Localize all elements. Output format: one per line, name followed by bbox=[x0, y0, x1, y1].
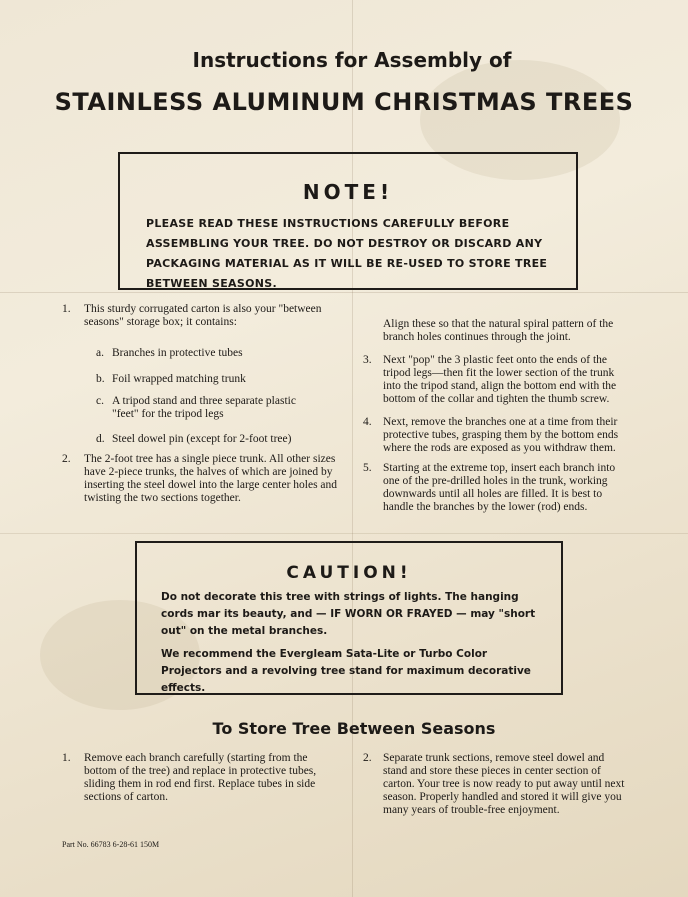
item-text: Next "pop" the 3 plastic feet onto the ends of the tripod legs—then fit the lower section of the trunk into the tripod stand, align the bottom end with the bottom of the collar and tighten the thumb screw. bbox=[383, 354, 617, 405]
item-number: 1. bbox=[62, 303, 71, 315]
list-item bbox=[62, 453, 338, 505]
note-text: PLEASE READ THESE INSTRUCTIONS CAREFULLY BEFORE ASSEMBLING YOUR TREE. DO NOT DESTROY OR DISCARD ANY PACKAGING MATERIAL AS IT WILL BE RE-USED TO STORE TREE BETWEEN SEASONS. bbox=[146, 217, 548, 290]
fold-crease bbox=[352, 0, 353, 897]
part-number: Part No. 66783 6-28-61 150M bbox=[62, 840, 160, 849]
item-number: 1. bbox=[62, 752, 71, 764]
caution-paragraph: We recommend the Evergleam Sata-Lite or Turbo Color Projectors and a revolving tree stand for maximum decorative effects. bbox=[161, 648, 531, 694]
list-item bbox=[363, 416, 629, 455]
list-item bbox=[62, 752, 338, 804]
item-text: Starting at the extreme top, insert each branch into one of the pre-drilled holes in the trunk, working downwards until all holes are filled. It is best to handle the branches by the lower (rod) ends. bbox=[383, 462, 616, 513]
page-subtitle: Instructions for Assembly of bbox=[192, 48, 512, 72]
item-number: 2. bbox=[62, 453, 71, 465]
list-item bbox=[96, 373, 336, 386]
page-title: STAINLESS ALUMINUM CHRISTMAS TREES bbox=[54, 88, 634, 116]
item-number: 4. bbox=[363, 416, 372, 428]
item-number: c. bbox=[96, 395, 104, 407]
item-text: Branches in protective tubes bbox=[112, 347, 243, 359]
item-text: Align these so that the natural spiral pattern of the branch holes continues through the joint. bbox=[383, 318, 614, 343]
store-left-column bbox=[62, 752, 342, 812]
item-text: Next, remove the branches one at a time from their protective tubes, grasping them by the bottom ends where the rods are exposed as you withdraw them. bbox=[383, 416, 619, 454]
assembly-left-column bbox=[62, 303, 342, 513]
store-right-column bbox=[363, 752, 633, 822]
item-number: 5. bbox=[363, 462, 372, 474]
caution-paragraph: Do not decorate this tree with strings of lights. The hanging cords mar its beauty, and — IF WORN OR FRAYED — may "short out" on the metal branches. bbox=[161, 591, 536, 637]
item-number: a. bbox=[96, 347, 104, 359]
item-number: 2. bbox=[363, 752, 372, 764]
item-text: This sturdy corrugated carton is also your "between seasons" storage box; it contains: bbox=[84, 303, 322, 328]
list-item bbox=[363, 318, 629, 344]
store-section-title: To Store Tree Between Seasons bbox=[212, 719, 496, 738]
caution-text bbox=[161, 589, 539, 697]
list-item bbox=[96, 433, 336, 446]
item-number: b. bbox=[96, 373, 105, 385]
list-item bbox=[96, 395, 316, 421]
note-box bbox=[118, 152, 578, 290]
item-text: Steel dowel pin (except for 2-foot tree) bbox=[112, 433, 292, 445]
note-title: NOTE! bbox=[302, 180, 394, 204]
list-item bbox=[363, 462, 629, 514]
item-text: A tripod stand and three separate plastic "feet" for the tripod legs bbox=[112, 395, 296, 420]
list-item bbox=[62, 303, 338, 329]
item-text: Remove each branch carefully (starting from the bottom of the tree) and replace in protective tubes, sliding them in rod end first. Replace tubes in side sections of carton. bbox=[84, 752, 317, 803]
caution-box bbox=[135, 541, 563, 695]
item-text: Separate trunk sections, remove steel dowel and stand and store these pieces in center section of carton. Your tree is now ready to put away until next season. Properly handled and stored it will give you many years of trouble-free enjoyment. bbox=[383, 752, 625, 816]
list-item bbox=[96, 347, 336, 360]
fold-crease bbox=[0, 533, 688, 534]
item-text: The 2-foot tree has a single piece trunk. All other sizes have 2-piece trunks, the halves of which are joined by inserting the steel dowel into the large center holes and twisting the two sections together. bbox=[84, 453, 338, 504]
list-item bbox=[363, 354, 629, 406]
list-item bbox=[363, 752, 629, 817]
item-number: d. bbox=[96, 433, 105, 445]
caution-title: CAUTION! bbox=[286, 563, 412, 583]
item-text: Foil wrapped matching trunk bbox=[112, 373, 246, 385]
item-number: 3. bbox=[363, 354, 372, 366]
assembly-right-column bbox=[363, 318, 633, 518]
